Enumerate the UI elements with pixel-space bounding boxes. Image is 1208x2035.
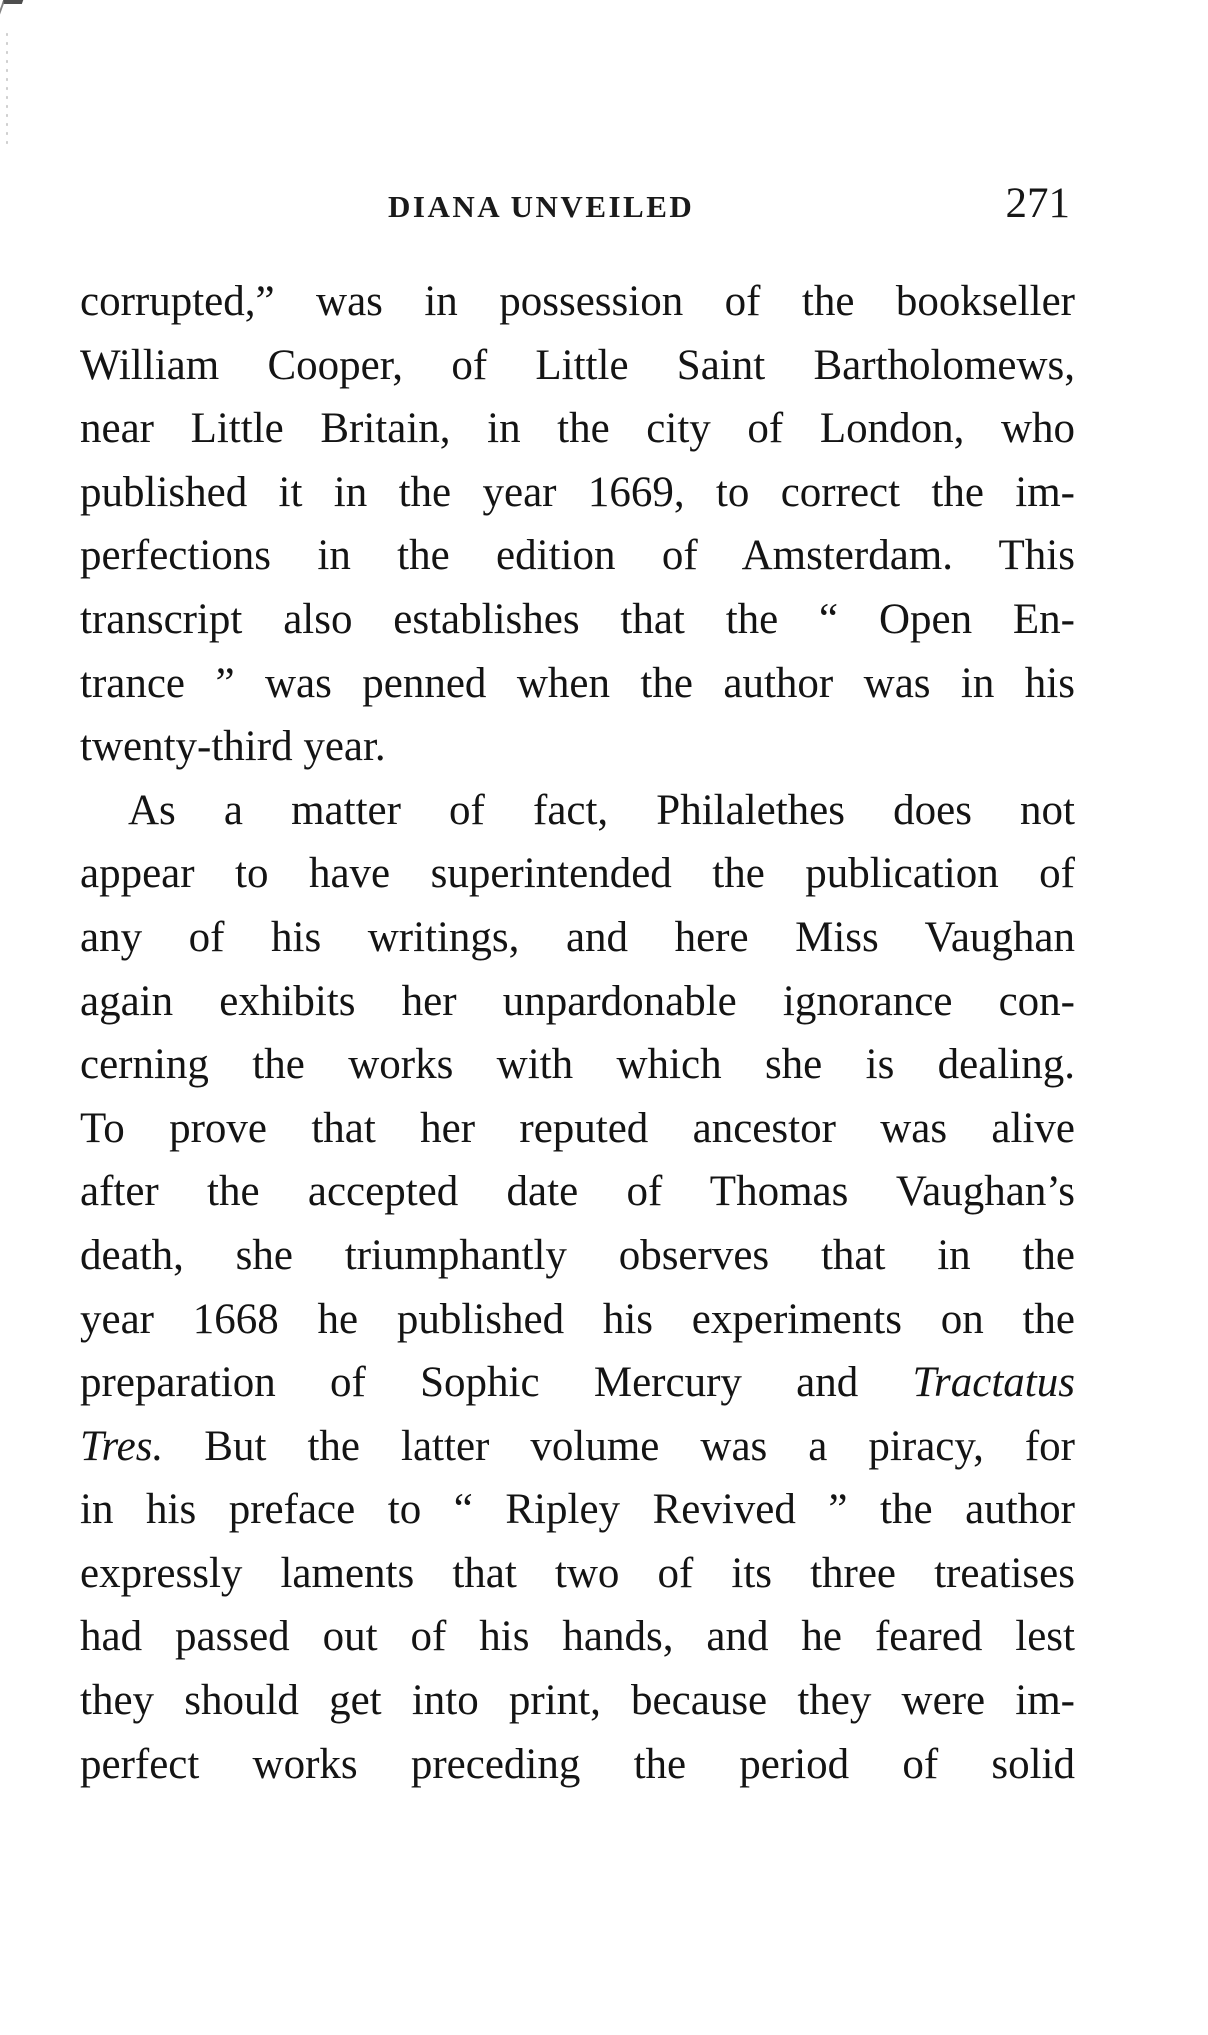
text-line: year 1668 he published his experiments on the [80, 1295, 1075, 1343]
scan-corner-mark [0, 0, 23, 18]
text-line: As a matter of fact, Philalethes does not [128, 786, 1075, 834]
text-line [80, 1415, 1075, 1479]
running-title: DIANA UNVEILED [388, 189, 695, 224]
text-line: trance ” was penned when the author was in his [80, 659, 1075, 707]
text-line: appear to have superintended the publication of [80, 850, 1075, 898]
text-line: twenty-third year. [80, 723, 386, 771]
text-line [80, 1351, 1075, 1415]
text-line: cerning the works with which she is dealing. [80, 1041, 1075, 1089]
text-line: transcript also establishes that the “ Open En- [80, 595, 1075, 643]
page-header [80, 180, 1070, 243]
text-line: perfect works preceding the period of solid [80, 1740, 1075, 1788]
text-line: To prove that her reputed ancestor was alive [80, 1104, 1075, 1152]
text-line: death, she triumphantly observes that in the [80, 1231, 1075, 1279]
text-line: after the accepted date of Thomas Vaughan’s [80, 1168, 1075, 1216]
text-line: corrupted,” was in possession of the bookseller [80, 278, 1075, 325]
text-line: had passed out of his hands, and he feared lest [80, 1613, 1075, 1661]
text-line: in his preface to “ Ripley Revived ” the author [80, 1486, 1075, 1534]
text-line: near Little Britain, in the city of London, who [80, 405, 1075, 453]
text-line: William Cooper, of Little Saint Bartholomews, [80, 341, 1075, 389]
text-line: expressly laments that two of its three treatises [80, 1549, 1075, 1597]
page-number: 271 [1005, 180, 1070, 227]
text-line: published it in the year 1669, to correct the im- [80, 468, 1075, 516]
text-segment: preparation of Sophic Mercury and [80, 1359, 859, 1407]
scan-gutter-specks [4, 30, 12, 150]
italic-title: Tractatus [912, 1359, 1075, 1407]
text-segment: But the latter volume was a piracy, for [163, 1422, 1075, 1470]
paragraph-2 [80, 779, 1075, 1797]
text-line: any of his writings, and here Miss Vaughan [80, 913, 1075, 961]
text-line: perfections in the edition of Amsterdam. This [80, 532, 1075, 580]
text-line: again exhibits her unpardonable ignorance con- [80, 977, 1075, 1025]
paragraph-1 [80, 270, 1075, 779]
italic-title: Tres. [80, 1422, 164, 1470]
body-text [80, 270, 1075, 1796]
text-line: they should get into print, because they were im- [80, 1677, 1075, 1725]
